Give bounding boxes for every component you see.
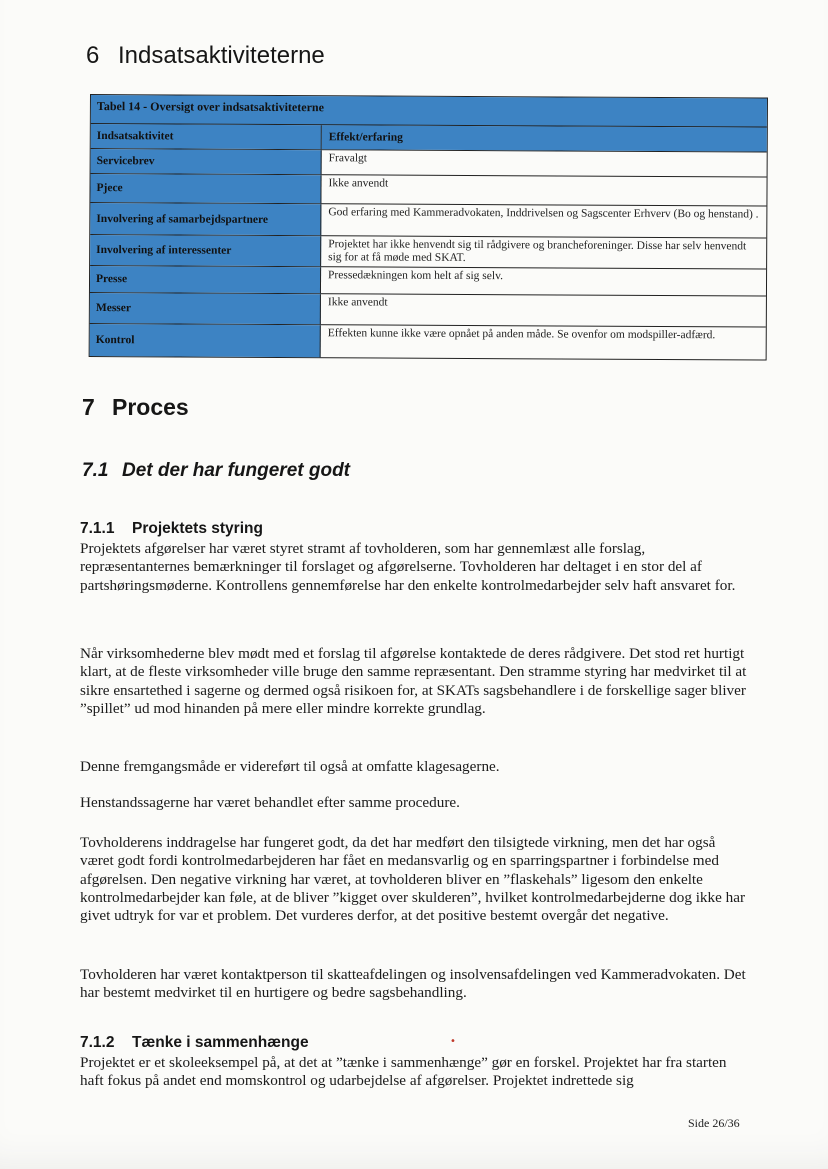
section-number: 7.1.2 bbox=[80, 1034, 115, 1051]
table-cell-effect: Ikke anvendt bbox=[328, 177, 389, 190]
section-number: 7.1.1 bbox=[80, 520, 115, 537]
section-title: Det der har fungeret godt bbox=[122, 460, 351, 481]
table-row bbox=[90, 266, 766, 297]
section-title: Tænke i sammenhænge bbox=[132, 1034, 309, 1051]
table-cell-effect: Effekten kunne ikke være opnået på anden måde. Se ovenfor om modspiller-adfærd. bbox=[327, 327, 716, 342]
table-cell-activity: Pjece bbox=[90, 174, 321, 203]
table-cell-activity: Messer bbox=[90, 293, 321, 324]
table-header-effect: Effekt/erfaring bbox=[322, 125, 767, 151]
red-mark-dot: • bbox=[450, 1036, 456, 1047]
section-title: Projektets styring bbox=[132, 520, 263, 537]
table-cell-activity: Involvering af samarbejdspartnere bbox=[90, 203, 321, 235]
table-cell-activity: Presse bbox=[90, 266, 321, 293]
section-heading bbox=[82, 394, 189, 421]
table-cell-effect: Fravalgt bbox=[328, 152, 368, 165]
table-row bbox=[90, 293, 766, 328]
subsection-heading bbox=[82, 460, 350, 482]
subsubsection-heading bbox=[80, 1034, 309, 1052]
section-title: Indsatsaktiviteterne bbox=[118, 42, 325, 69]
section-heading bbox=[86, 42, 325, 70]
section-number: 7.1 bbox=[82, 460, 109, 481]
table-row bbox=[90, 174, 766, 207]
table-header-row bbox=[91, 124, 767, 153]
subsubsection-heading bbox=[80, 520, 263, 538]
table-cell-effect: Pressedækningen kom helt af sig selv. bbox=[328, 269, 504, 283]
section-title: Proces bbox=[112, 394, 189, 420]
body-paragraph: Projektet er et skoleeksempel på, at det at ”tænke i sammenhænge” gør en forskel. Projektet har fra starten haft fokus på andet end momskontrol og udarbejdelse af afgørelser. Projektet indrettede sig bbox=[80, 1054, 727, 1090]
body-paragraph: Projektets afgørelser har været styret stramt af tovholderen, som har gennemlæst alle forslag, repræsentanternes bemærkninger til forslaget og afgørelserne. Tovholderen har deltaget i en stor del af partshøringsmøderne. Kontrollens gennemførelse har den enkelte kontrolmedarbejder selv haft ansvaret for. bbox=[80, 540, 736, 594]
table-caption: Tabel 14 - Oversigt over indsatsaktiviteterne bbox=[91, 95, 767, 128]
body-paragraph: Tovholderen har været kontaktperson til skatteafdelingen og insolvensafdelingen ved Kammeradvokaten. Det har bestemt medvirket til en hurtigere og bedre sagsbehandling. bbox=[80, 966, 746, 1002]
table-row bbox=[90, 203, 766, 239]
table-cell-activity: Involvering af interessenter bbox=[90, 235, 321, 266]
page-number: Side 26/36 bbox=[688, 1116, 740, 1130]
body-paragraph: Denne fremgangsmåde er videreført til også at omfatte klagesagerne. bbox=[80, 758, 500, 775]
table-cell-effect: Projektet har ikke henvendt sig til rådgivere og brancheforeninger. Disse har selv henvendt sig for at få møde med SKAT. bbox=[328, 238, 747, 264]
table-row bbox=[91, 149, 767, 178]
section-number: 7 bbox=[82, 394, 95, 420]
section-number: 6 bbox=[86, 42, 100, 69]
table-cell-activity: Kontrol bbox=[90, 324, 321, 357]
table-cell-effect: Ikke anvendt bbox=[327, 296, 388, 309]
table-row bbox=[90, 324, 766, 360]
table-cell-effect: God erfaring med Kammeradvokaten, Inddrivelsen og Sagscenter Erhverv (Bo og henstand) . bbox=[328, 206, 759, 221]
body-paragraph: Henstandssagerne har været behandlet efter samme procedure. bbox=[80, 794, 460, 811]
table-cell-activity: Servicebrev bbox=[91, 149, 322, 174]
activities-table bbox=[89, 94, 768, 361]
body-paragraph: Tovholderens inddragelse har fungeret godt, da det har medført den tilsigtede virkning, men det har også været godt fordi kontrolmedarbejderen har fået en medansvarlig og en sparringspartner i forbindelse med afgørelsen. Den negative virkning har været, at tovholderen bliver en ”flaskehals” ligesom den enkelte kontrolmedarbejder kan føle, at de bliver ”kigget over skulderen”, hvilket kontrolmedarbejderne dog ikke har givet udtryk for var et problem. Det vurderes derfor, at det positive bestemt overgår det negative. bbox=[80, 834, 746, 925]
table-row bbox=[90, 235, 766, 270]
table-header-activity: Indsatsaktivitet bbox=[91, 124, 322, 149]
body-paragraph: Når virksomhederne blev mødt med et forslag til afgørelse kontaktede de deres rådgivere. Det stod ret hurtigt klart, at de fleste virksomheder ville bruge den samme repræsentant. Den stramme styring har medvirket til at sikre ensartethed i sagerne og dermed også risikoen for, at SKATs sagsbehandlere i de forskellige sager bliver ”spillet” ud mod hinanden på mere eller mindre korrekte grundlag. bbox=[80, 645, 747, 717]
